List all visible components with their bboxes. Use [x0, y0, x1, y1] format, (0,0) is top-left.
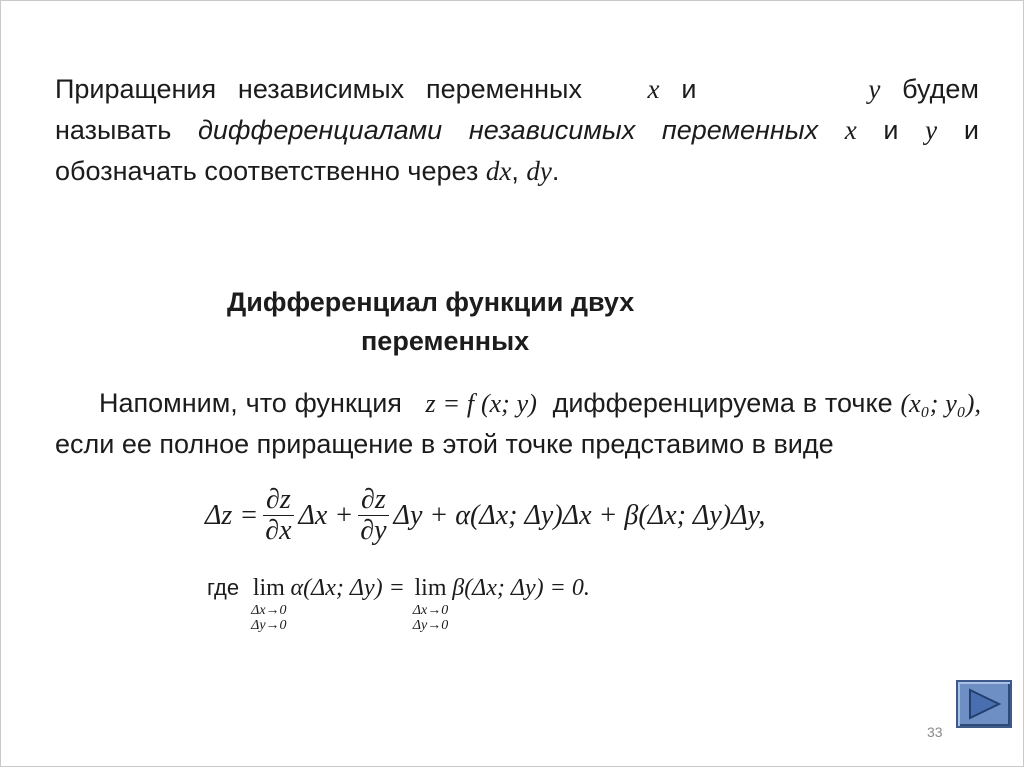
var-dx: dx: [485, 156, 512, 186]
text-segment: и: [883, 115, 899, 145]
play-arrow-icon: [966, 688, 1002, 720]
fraction-numerator: ∂z: [358, 485, 389, 516]
text-segment: Напомним, что функция: [99, 388, 402, 418]
lim-subscript: Δy→0: [251, 618, 287, 633]
formula-part: Δy + α(Δx; Δy)Δx + β(Δx; Δy)Δy,: [393, 499, 766, 531]
var-y: y: [925, 115, 938, 145]
paragraph-definition: [55, 383, 981, 465]
formula-part: β(Δx; Δy) = 0.: [452, 575, 590, 601]
increment-formula: [205, 485, 765, 546]
function-expression: z = f (x; y): [425, 389, 537, 418]
paragraph-differentials: [55, 69, 979, 192]
text-segment: Приращения независимых переменных: [55, 74, 582, 104]
formula-part: Δz =: [205, 499, 259, 531]
partial-derivative-y: [357, 485, 389, 546]
limit-condition: [207, 573, 598, 633]
text-segment: если ее полное приращение в этой точке представимо в виде: [55, 429, 834, 459]
fraction-denominator: ∂x: [265, 515, 292, 546]
lim-word: lim: [252, 575, 285, 601]
fraction-denominator: ∂y: [360, 515, 387, 546]
heading-line: Дифференциал функции двух: [227, 287, 635, 317]
text-segment: .: [551, 156, 560, 186]
var-y: y: [868, 74, 881, 104]
next-slide-button[interactable]: [956, 680, 1012, 728]
page-number: 33: [927, 724, 943, 740]
var-dy: dy: [526, 156, 552, 186]
section-heading: [227, 283, 697, 361]
limit-beta: [413, 573, 448, 633]
where-label: где: [207, 575, 240, 600]
var-x: x: [844, 115, 857, 145]
formula-part: α(Δx; Δy) =: [290, 575, 405, 601]
text-segment: ,: [511, 156, 519, 186]
heading-line: переменных: [361, 326, 530, 356]
limit-alpha: [251, 573, 286, 633]
formula-part: Δx +: [298, 499, 354, 531]
text-segment: и: [963, 115, 979, 145]
text-segment: будем называть: [55, 74, 979, 145]
emphasis-text: дифференциалами независимых переменных: [197, 115, 819, 145]
partial-derivative-x: [262, 485, 294, 546]
lim-subscript: Δx→0: [412, 603, 449, 618]
var-x: x: [647, 74, 660, 104]
lim-word: lim: [414, 575, 447, 601]
text-segment: дифференцируема в точке: [552, 388, 893, 418]
lim-subscript: Δy→0: [412, 618, 449, 633]
text-segment: обозначать соответственно через: [55, 156, 479, 186]
fraction-numerator: ∂z: [263, 485, 294, 516]
point-expression: (x₀; y₀),: [900, 389, 981, 418]
text-segment: и: [681, 74, 697, 104]
lim-subscript: Δx→0: [251, 603, 287, 618]
